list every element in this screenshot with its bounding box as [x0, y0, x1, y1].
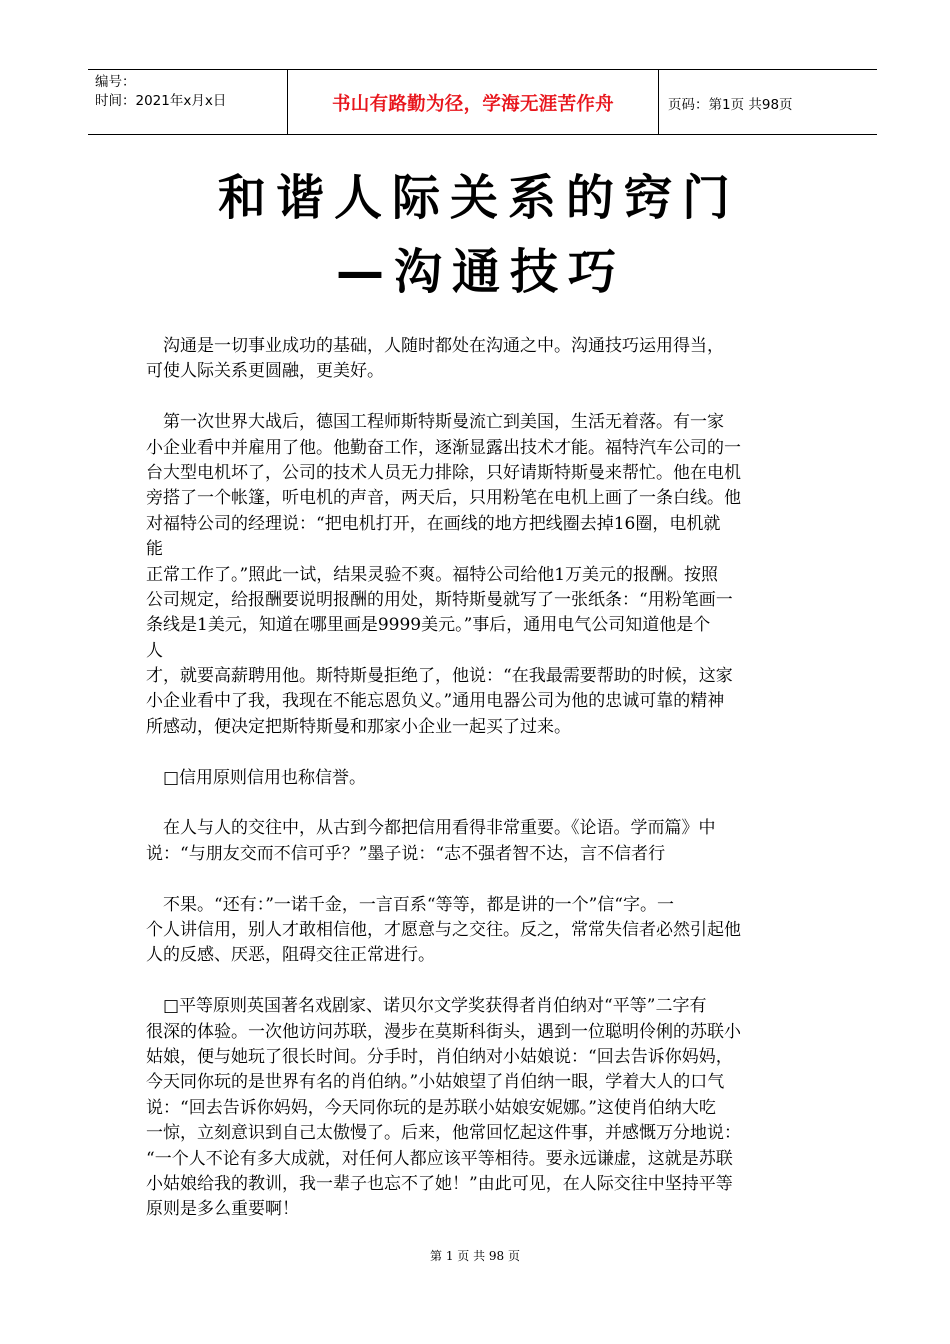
header-number-label: 编号： — [95, 74, 136, 90]
paragraph — [146, 410, 826, 740]
header-time-label: 时间：2021年x月x日 — [95, 93, 227, 109]
page-footer: 第 1 页 共 98 页 — [430, 1249, 520, 1263]
text-line: 姑娘，便与她玩了很长时间。分手时，肖伯纳对小姑娘说：“回去告诉你妈妈， — [146, 1046, 733, 1067]
header-divider-right — [658, 70, 659, 134]
paragraph — [146, 334, 826, 385]
paragraph — [146, 893, 826, 969]
text-line: 说：“回去告诉你妈妈，今天同你玩的是苏联小姑娘安妮娜。”这使肖伯纳大吃 — [146, 1097, 716, 1118]
text-line: 旁搭了一个帐篷，听电机的声音，两天后，只用粉笔在电机上画了一条白线。他 — [146, 488, 741, 509]
text-line: 小姑娘给我的教训，我一辈子也忘不了她！”由此可见，在人际交往中坚持平等 — [146, 1173, 733, 1194]
document-body — [146, 334, 826, 1248]
text-line: 原则是多么重要啊！ — [146, 1199, 299, 1220]
text-line: □信用原则信用也称信誉。 — [163, 767, 367, 788]
text-line: 小企业看中并雇用了他。他勤奋工作，逐渐显露出技术才能。福特汽车公司的一 — [146, 437, 741, 458]
text-line: 沟通是一切事业成功的基础，人随时都处在沟通之中。沟通技巧运用得当， — [163, 336, 724, 356]
text-line: 条线是1美元，知道在哪里画是9999美元。”事后，通用电气公司知道他是个 — [146, 615, 711, 636]
paragraph — [146, 766, 826, 791]
text-line: 所感动，便决定把斯特斯曼和那家小企业一起买了过来。 — [146, 716, 571, 737]
text-line: “一个人不论有多大成就，对任何人都应该平等相待。要永远谦虚，这就是苏联 — [146, 1148, 733, 1169]
text-line: 小企业看中了我，我现在不能忘恩负义。”通用电器公司为他的忠诚可靠的精神 — [146, 691, 725, 712]
text-line: 台大型电机坏了，公司的技术人员无力排除，只好请斯特斯曼来帮忙。他在电机 — [146, 462, 741, 483]
text-line: 对福特公司的经理说：“把电机打开，在画线的地方把线圈去掉16圈，电机就 — [146, 513, 721, 534]
text-line: 在人与人的交往中，从古到今都把信用看得非常重要。《论语。学而篇》中 — [163, 818, 716, 839]
text-line: 今天同你玩的是世界有名的肖伯纳。”小姑娘望了肖伯纳一眼，学着大人的口气 — [146, 1072, 725, 1093]
text-line: 人的反感、厌恶，阻碍交往正常进行。 — [146, 945, 435, 966]
text-line: 很深的体验。一次他访问苏联，漫步在莫斯科街头，遇到一位聪明伶俐的苏联小 — [146, 1021, 741, 1042]
header-motto: 书山有路勤为径，学海无涯苦作舟 — [331, 94, 614, 115]
paragraph — [146, 994, 826, 1223]
text-line: 才，就要高薪聘用他。斯特斯曼拒绝了，他说：“在我最需要帮助的时候，这家 — [146, 666, 733, 687]
text-line: 一惊，立刻意识到自己太傲慢了。后来，他常回忆起这件事，并感慨万分地说： — [146, 1123, 741, 1144]
document-header — [88, 69, 877, 135]
text-line: 能 — [146, 539, 163, 560]
header-page-label: 页码：第1页 共98页 — [668, 97, 793, 113]
text-line: 可使人际关系更圆融，更美好。 — [146, 361, 384, 382]
text-line: 人 — [146, 640, 163, 661]
text-line: 正常工作了。”照此一试，结果灵验不爽。福特公司给他1万美元的报酬。按照 — [146, 564, 719, 585]
paragraph — [146, 816, 826, 867]
text-line: 公司规定，给报酬要说明报酬的用处，斯特斯曼就写了一张纸条：“用粉笔画一 — [146, 589, 733, 610]
document-subtitle: —沟通技巧 — [335, 244, 626, 300]
document-title: 和谐人际关系的窍门 — [217, 170, 740, 226]
text-line: 第一次世界大战后，德国工程师斯特斯曼流亡到美国，生活无着落。有一家 — [163, 412, 724, 433]
text-line: 说：“与朋友交而不信可乎？”墨子说：“志不强者智不达，言不信者行 — [146, 843, 666, 864]
header-meta — [95, 73, 226, 111]
text-line: 不果。“还有：”一诺千金，一言百系“等等，都是讲的一个”信“字。一 — [163, 894, 674, 915]
text-line: 个人讲信用，别人才敢相信他，才愿意与之交往。反之，常常失信者必然引起他 — [146, 919, 741, 940]
text-line: □平等原则英国著名戏剧家、诺贝尔文学奖获得者肖伯纳对“平等”二字有 — [163, 996, 707, 1017]
